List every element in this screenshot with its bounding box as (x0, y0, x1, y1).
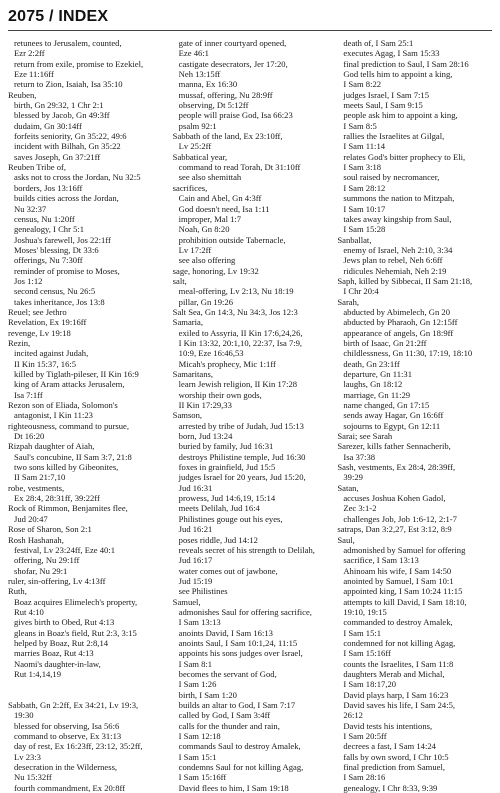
index-entry: ridicules Nehemiah, Neh 2:19 (343, 265, 447, 276)
index-entry: rallies the Israelites at Gilgal, (343, 131, 445, 142)
index-entry: takes away kingship from Saul, (343, 213, 452, 224)
index-entry: offering, Nu 29:1ff (14, 555, 80, 566)
index-entry: falls by own sword, I Chr 10:5 (343, 751, 449, 762)
index-entry: antagonist, I Kin 11:23 (14, 410, 93, 421)
index-entry: Samaria, (172, 317, 203, 328)
index-entry: second census, Nu 26:5 (14, 286, 96, 297)
page-number: 2075 (8, 8, 45, 25)
index-entry (8, 679, 165, 689)
index-entry: revenge, Lv 19:18 (8, 327, 71, 338)
index-entry: Jews plan to rebel, Neh 6:6ff (343, 255, 443, 266)
index-entry: takes inheritance, Jos 13:8 (14, 296, 105, 307)
index-entry: Joshua's farewell, Jos 22:1ff (14, 234, 111, 245)
index-entry: 39:29 (343, 472, 363, 483)
index-entry: 26:12 (343, 710, 363, 721)
index-entry: Reuben Tribe of, (8, 162, 67, 173)
index-entry: Jud 16:31 (178, 482, 213, 493)
index-entry: Samaritans, (172, 369, 214, 379)
index-entry: helped by Boaz, Rut 2:8,14 (14, 637, 109, 648)
index-entry: Cain and Abel, Gn 4:3ff (178, 193, 262, 204)
index-entry: return from exile, promise to Ezekiel, (14, 58, 144, 69)
index-entry: righteousness, command to pursue, (8, 420, 130, 431)
index-entry: Rizpah daughter of Aiah, (8, 441, 95, 452)
index-entry: salt, (172, 275, 187, 286)
index-entry: Sarezer, kills father Sennacherib, (337, 441, 451, 452)
index-entry: sage, honoring, Lv 19:32 (172, 265, 259, 276)
index-entry: anoints David, I Sam 16:13 (178, 627, 273, 638)
index-entry: Nu 15:32ff (14, 772, 52, 783)
index-entry: sacrifices, (172, 182, 208, 193)
index-entry: laughs, Gn 18:12 (343, 379, 403, 390)
index-entry: Ezr 2:2ff (14, 48, 45, 59)
index-entry: Isa 37:38 (343, 451, 376, 462)
index-entry: Samson, (172, 410, 203, 421)
index-entry: poses riddle, Jud 14:12 (178, 534, 258, 545)
index-entry: asks not to cross the Jordan, Nu 32:5 (14, 172, 141, 183)
index-entry: Samuel, (172, 596, 201, 607)
index-entry: abducted by Pharaoh, Gn 12:15ff (343, 317, 458, 328)
index-entry: Sabbath, Gn 2:2ff, Ex 34:21, Lv 19:3, (8, 700, 139, 710)
index-entry: reveals secret of his strength to Delilah, (178, 544, 315, 555)
index-entry: David flees to him, I Sam 19:18 (178, 782, 289, 793)
index-entry: Saph, killed by Sibbecai, II Sam 21:18, (337, 275, 473, 286)
index-entry: birth, I Sam 1:20 (178, 689, 237, 700)
index-column-2 (172, 38, 330, 793)
index-entry: offerings, Nu 7:30ff (14, 255, 83, 266)
index-entry: Micah's prophecy, Mic 1:1ff (178, 358, 276, 369)
index-entry: command to observe, Ex 31:13 (14, 731, 122, 742)
index-entry: I Sam 28:12 (343, 182, 386, 193)
index-entry: sacrifice, I Sam 13:13 (343, 555, 419, 566)
index-entry: saves Joseph, Gn 37:21ff (14, 151, 101, 162)
index-entry: admonished by Samuel for offering (343, 544, 466, 555)
index-entry: destroys Philistine temple, Jud 16:30 (178, 451, 306, 462)
index-entry: I Sam 15:1 (343, 627, 382, 638)
index-entry: Eze 46:1 (178, 48, 209, 59)
index-entry: 10:9, Eze 16:46,53 (178, 348, 244, 359)
index-entry: Satan, (337, 482, 359, 493)
index-entry: anointed by Samuel, I Sam 10:1 (343, 575, 454, 586)
index-entry: becomes the servant of God, (178, 668, 277, 679)
index-entry: builds an altar to God, I Sam 7:17 (178, 700, 296, 710)
index-entry: I Sam 8:5 (343, 120, 377, 131)
index-entry: genealogy, I Chr 8:33, 9:39 (343, 782, 438, 793)
index-entry: final prediction to Saul, I Sam 28:16 (343, 58, 469, 69)
index-entry: Sabbath of the land, Ex 23:10ff, (172, 131, 283, 142)
index-entry: Nu 32:37 (14, 203, 47, 214)
index-entry: I Sam 18:17,20 (343, 679, 397, 690)
index-entry: meets Delilah, Jud 16:4 (178, 503, 260, 514)
index-entry: Lv 17:2ff (178, 244, 212, 255)
index-entry: ruler, sin-offering, Lv 4:13ff (8, 575, 106, 586)
header-separator: / (44, 8, 59, 25)
index-entry: Moses' blessing, Dt 33:6 (14, 244, 99, 255)
index-column-1 (8, 38, 165, 793)
index-entry: incited against Judah, (14, 348, 89, 359)
index-entry: Eze 11:16ff (14, 69, 54, 80)
index-entry: sends away Hagar, Gn 16:6ff (343, 410, 444, 421)
index-entry: commands Saul to destroy Amalek, (178, 741, 301, 752)
index-entry: Rut 4:10 (14, 606, 44, 617)
index-entry: Jud 16:17 (178, 555, 213, 566)
index-entry: Ex 28:4, 28:31ff, 39:22ff (14, 493, 100, 504)
index-entry: I Sam 1:26 (178, 679, 217, 690)
index-entry: sojourns to Egypt, Gn 12:11 (343, 420, 441, 431)
index-entry: king of Aram attacks Jerusalem, (14, 379, 125, 390)
index-entry: daughters Merab and Michal, (343, 668, 445, 679)
index-entry: Saul, (337, 534, 355, 545)
index-entry: command to read Torah, Dt 31:10ff (178, 162, 301, 173)
index-entry: I Sam 15:1 (178, 751, 217, 762)
index-entry: abducted by Abimelech, Gn 20 (343, 306, 451, 317)
index-entry: pillar, Gn 19:26 (178, 296, 233, 307)
index-entry: arrested by tribe of Judah, Jud 15:13 (178, 420, 304, 431)
index-entry: retunees to Jerusalem, counted, (14, 38, 122, 48)
page-header (8, 6, 492, 31)
index-entry: Jos 1:12 (14, 275, 43, 286)
index-entry: Revelation, Ex 19:16ff (8, 317, 87, 328)
index-entry: Rut 1:4,14,19 (14, 668, 62, 679)
index-entry: see also shemittah (178, 172, 242, 183)
index-entry: challenges Job, Job 1:6-12, 2:1-7 (343, 513, 457, 524)
index-entry: accuses Joshua Kohen Gadol, (343, 493, 446, 504)
index-entry: meets Saul, I Sam 9:15 (343, 100, 423, 111)
index-entry: calls for the thunder and rain, (178, 720, 280, 731)
index-entry: I Sam 15:16ff (343, 648, 391, 659)
index-entry: I Sam 11:14 (343, 141, 386, 152)
index-entry: executes Agag, I Sam 15:33 (343, 48, 440, 59)
index-entry: I Sam 8:1 (178, 658, 213, 669)
index-entry: condemns Saul for not killing Agag, (178, 762, 304, 773)
index-entry: prohibition outside Tabernacle, (178, 234, 286, 245)
index-entry: Ruth, (8, 586, 27, 597)
index-entry: I Kin 13:32, 20:1,10, 22:37, Isa 7:9, (178, 337, 303, 348)
index-entry: meal-offering, Lv 2:13, Nu 18:19 (178, 286, 294, 297)
index-entry: Boaz acquires Elimelech's property, (14, 596, 138, 607)
index-entry: manna, Ex 16:30 (178, 79, 238, 90)
index-entry: David plays harp, I Sam 16:23 (343, 689, 449, 700)
index-entry: I Sam 20:5ff (343, 731, 387, 742)
index-entry: II Sam 21:7,10 (14, 472, 66, 483)
index-entry: Salt Sea, Gn 14:3, Nu 34:3, Jos 12:3 (172, 306, 298, 317)
index-entry: exiled to Assyria, II Kin 17:6,24,26, (178, 327, 303, 338)
index-entry: I Sam 15:16ff (178, 772, 227, 783)
index-entry: Rock of Rimmon, Benjamites flee, (8, 503, 128, 514)
index-entry: Zec 3:1-2 (343, 503, 377, 514)
index-entry: summons the nation to Mitzpah, (343, 193, 455, 204)
index-entry: born, Jud 13:24 (178, 431, 233, 442)
index-entry: condemned for not killing Agag, (343, 637, 456, 648)
index-entry: judges Israel for 20 years, Jud 15:20, (178, 472, 306, 483)
index-entry: appearance of angels, Gn 18:9ff (343, 327, 454, 338)
index-entry: Jud 16:21 (178, 524, 213, 535)
index-entry: admonishes Saul for offering sacrifice, (178, 606, 312, 617)
index-entry: appoints his sons judges over Israel, (178, 648, 303, 659)
index-entry: improper, Mal 1:7 (178, 213, 242, 224)
index-entry: Sarai; see Sarah (337, 431, 393, 442)
index-entry: blessed by Jacob, Gn 49:3ff (14, 110, 110, 121)
index-entry: II Kin 15:37, 16:5 (14, 358, 77, 369)
index-entry: I Sam 12:18 (178, 731, 221, 742)
index-entry: dudaim, Gn 30:14ff (14, 120, 82, 131)
index-entry: enemy of Israel, Neh 2:10, 3:34 (343, 244, 453, 255)
index-entry: learn Jewish religion, II Kin 17:28 (178, 379, 298, 390)
index-entry: day of rest, Ex 16:23ff, 23:12, 35:2ff, (14, 741, 143, 752)
index-entry: Sash, vestments, Ex 28:4, 28:39ff, (337, 462, 456, 473)
index-entry: David tests his intentions, (343, 720, 433, 731)
index-entry: Jud 20:47 (14, 513, 48, 524)
index-entry: Neh 13:15ff (178, 69, 221, 80)
index-entry: childlessness, Gn 11:30, 17:19, 18:10 (343, 348, 473, 359)
index-entry: II Kin 17:29,33 (178, 400, 232, 411)
index-entry: Lv 25:2ff (178, 141, 212, 152)
index-entry: departure, Gn 11:31 (343, 369, 412, 379)
index-entry: forfeits seniority, Gn 35:22, 49:6 (14, 131, 127, 142)
index-entry: Ahinoam his wife, I Sam 14:50 (343, 565, 452, 576)
index-entry: desecration in the Wilderness, (14, 762, 118, 773)
index-entry: gives birth to Obed, Rut 4:13 (14, 617, 115, 628)
index-entry: psalm 92:1 (178, 120, 217, 131)
index-entry: anoints Saul, I Sam 10:1,24, 11:15 (178, 637, 298, 648)
index-entry: Reuel; see Jethro (8, 306, 67, 317)
index-entry: counts the Israelites, I Sam 11:8 (343, 658, 454, 669)
index-entry: Sanballat, (337, 234, 372, 245)
page-title: INDEX (58, 8, 109, 25)
index-entry: God tells him to appoint a king, (343, 69, 453, 80)
index-entry: I Sam 8:22 (343, 79, 382, 90)
index-entry: Noah, Gn 8:20 (178, 224, 230, 235)
index-entry: blessed for observing, Isa 56:6 (14, 720, 120, 731)
index-entry: Jud 15:19 (178, 575, 213, 586)
index-entry: mussaf, offering, Nu 28:9ff (178, 89, 273, 100)
index-entry: decrees a fast, I Sam 14:24 (343, 741, 436, 752)
index-entry: Rezon son of Eliada, Solomon's (8, 400, 118, 411)
index-entry: two sons killed by Gibeonites, (14, 462, 119, 473)
index-entry: I Sam 3:18 (343, 162, 382, 173)
index-entry: Saul's concubine, II Sam 3:7, 21:8 (14, 451, 132, 462)
index-entry: marriage, Gn 11:29 (343, 389, 411, 400)
index-entry: birth, Gn 29:32, 1 Chr 2:1 (14, 100, 104, 111)
index-entry: census, Nu 1:20ff (14, 213, 75, 224)
index-entry: see Philistines (178, 586, 228, 597)
index-entry: Lv 23:3 (14, 751, 41, 762)
index-entry: 19:10, 19:15 (343, 606, 387, 617)
index-entry: attempts to kill David, I Sam 18:10, (343, 596, 467, 607)
index-entry: I Sam 10:17 (343, 203, 386, 214)
index-entry: Isa 7:1ff (14, 389, 43, 400)
index-entry: Naomi's daughter-in-law, (14, 658, 101, 669)
index-entry: I Sam 28:16 (343, 772, 386, 783)
index-entry: worship their own gods, (178, 389, 262, 400)
index-entry: robe, vestments, (8, 482, 65, 493)
index-entry: marries Boaz, Rut 4:13 (14, 648, 94, 659)
index-entry: prowess, Jud 14:6,19, 15:14 (178, 493, 276, 504)
index-entry: soul raised by necromancer, (343, 172, 440, 183)
index-entry: Rezin, (8, 337, 31, 348)
index-entry: I Chr 20:4 (343, 286, 379, 297)
index-entry: commanded to destroy Amalek, (343, 617, 453, 628)
index-entry: gleans in Boaz's field, Rut 2:3, 3:15 (14, 627, 137, 638)
index-entry: Rosh Hashanah, (8, 534, 64, 545)
index-entry: return to Zion, Isaiah, Isa 35:10 (14, 79, 123, 90)
index-entry: people ask him to appoint a king, (343, 110, 458, 121)
index-entry: I Sam 13:13 (178, 617, 221, 628)
index-entry: water comes out of jawbone, (178, 565, 278, 576)
index-entry: observing, Dt 5:12ff (178, 100, 249, 111)
index-entry: I Sam 15:28 (343, 224, 386, 235)
index-entry: David saves his life, I Sam 24:5, (343, 700, 456, 710)
index-entry: killed by Tiglath-pileser, II Kin 16:9 (14, 369, 139, 379)
index-entry: relates God's bitter prophecy to Eli, (343, 151, 466, 162)
index-entry: God doesn't need, Isa 1:11 (178, 203, 270, 214)
index-entry: builds cities across the Jordan, (14, 193, 119, 204)
index-entry: called by God, I Sam 3:4ff (178, 710, 271, 721)
index-entry: Sabbatical year, (172, 151, 228, 162)
index-entry: Rose of Sharon, Son 2:1 (8, 524, 92, 535)
index-entry: birth of Isaac, Gn 21:2ff (343, 337, 427, 348)
index-entry: see also offering (178, 255, 236, 266)
index-entry (8, 690, 165, 700)
index-entry: final prediction from Samuel, (343, 762, 446, 773)
index-entry: judges Israel, I Sam 7:15 (343, 89, 430, 100)
index-entry: borders, Jos 13:16ff (14, 182, 83, 193)
index-entry: Philistines gouge out his eyes, (178, 513, 283, 524)
index-entry: reminder of promise to Moses, (14, 265, 120, 276)
index-entry: name changed, Gn 17:15 (343, 400, 430, 411)
index-entry: 19:30 (14, 710, 34, 721)
index-entry: buried by family, Jud 16:31 (178, 441, 274, 452)
index-columns (8, 38, 494, 793)
index-entry: people will praise God, Isa 66:23 (178, 110, 293, 121)
index-entry: fourth commandment, Ex 20:8ff (14, 782, 126, 793)
index-entry: satraps, Dan 3:2,27, Est 3:12, 8:9 (337, 524, 452, 535)
index-entry: foxes in grainfield, Jud 15:5 (178, 462, 276, 473)
index-entry: Sarah, (337, 296, 360, 307)
index-entry: festival, Lv 23:24ff, Eze 40:1 (14, 544, 116, 555)
index-entry: Dt 16:20 (14, 431, 45, 442)
index-column-3 (337, 38, 494, 793)
index-entry: Reuben, (8, 89, 37, 100)
index-entry: appointed king, I Sam 10:24 11:15 (343, 586, 463, 597)
index-entry: death of, I Sam 25:1 (343, 38, 414, 48)
index-entry: incident with Bilhah, Gn 35:22 (14, 141, 121, 152)
index-entry: death, Gn 23:1ff (343, 358, 400, 369)
index-entry: castigate desecrators, Jer 17:20, (178, 58, 288, 69)
index-entry: shofar, Nu 29:1 (14, 565, 68, 576)
index-entry: genealogy, I Chr 5:1 (14, 224, 85, 235)
index-entry: gate of inner courtyard opened, (178, 38, 287, 48)
